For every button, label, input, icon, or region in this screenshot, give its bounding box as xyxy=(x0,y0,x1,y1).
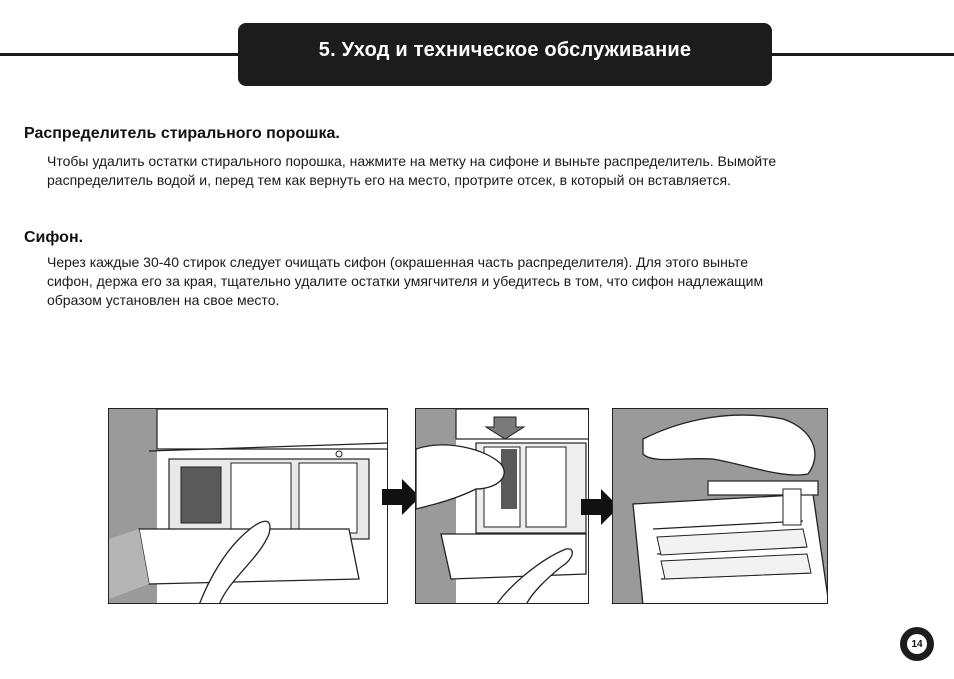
page-number: 14 xyxy=(907,634,927,654)
page-number-badge xyxy=(900,627,934,661)
paragraph-line: распределитель водой и, перед тем как вернуть его на место, протрите отсек, в который он вставляется. xyxy=(47,172,731,188)
page-title: 5. Уход и техническое обслуживание xyxy=(318,39,692,61)
paragraph-line: сифон, держа его за края, тщательно удалите остатки умягчителя и убедитесь в том, что сифон надлежащим xyxy=(47,273,764,289)
header-rule-left xyxy=(0,53,240,56)
illustration-pull-out-drawer xyxy=(108,408,388,604)
illustration-press-siphon-mark xyxy=(415,408,589,604)
illustration-remove-siphon xyxy=(612,408,828,604)
header-rule-right xyxy=(770,53,954,56)
heading-siphon: Сифон. xyxy=(24,229,84,246)
paragraph-line: Через каждые 30-40 стирок следует очищать сифон (окрашенная часть распределителя). Для этого выньте xyxy=(47,254,749,270)
heading-detergent-dispenser: Распределитель стирального порошка. xyxy=(24,125,340,142)
section-title-box xyxy=(238,23,772,86)
paragraph-line: Чтобы удалить остатки стирального порошка, нажмите на метку на сифоне и выньте распределитель. Вымойте xyxy=(47,153,777,169)
paragraph-line: образом установлен на свое место. xyxy=(47,292,280,308)
